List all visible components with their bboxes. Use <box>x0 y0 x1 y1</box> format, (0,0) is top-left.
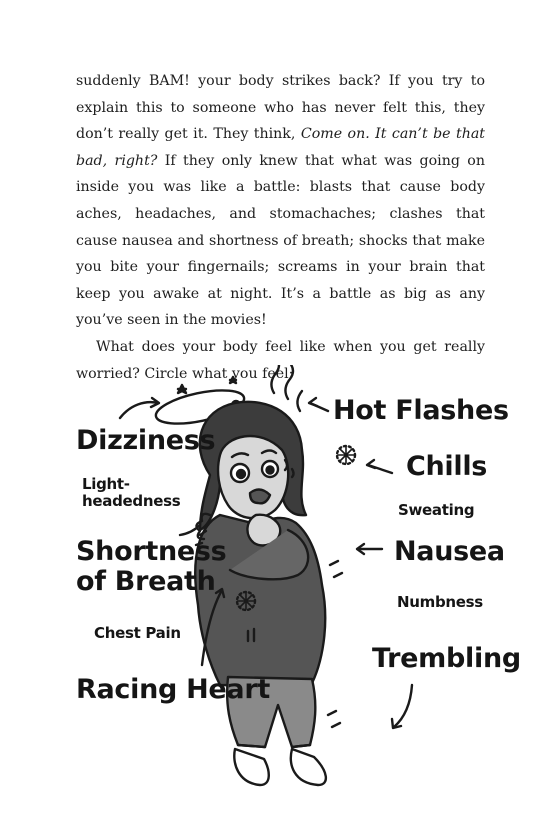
arrow-head <box>309 398 317 406</box>
snowflake-icon <box>237 592 255 610</box>
label-racing-heart[interactable]: Racing Heart <box>76 674 270 705</box>
paragraph-1-text-a: suddenly BAM! your body strikes back? If you try to explain this to someone who has never felt this, they don’t really get it. They think, <box>76 73 485 143</box>
shoe-right <box>291 749 326 785</box>
label-sweating[interactable]: Sweating <box>398 501 475 519</box>
label-dizziness[interactable]: Dizziness <box>76 425 216 456</box>
girl-face <box>218 436 288 518</box>
heat-line <box>271 365 279 393</box>
label-chest-pain[interactable]: Chest Pain <box>94 624 181 642</box>
paragraph-1-italic-thought: Come on. It can’t be that bad, right? <box>76 126 485 169</box>
paragraph-1-text-b: If they only knew that what was going on inside you was like a battle: blasts that cause body aches, headaches, and stomachaches; clashes that cause nausea and shortness of breath; shocks that make you bite your fingernails; screams in your brain that keep you awake at night. It’s a battle as big as any you’ve seen in the movies! <box>76 152 485 329</box>
arrow-shortness <box>180 525 200 535</box>
star-icon <box>230 377 236 383</box>
rolled-cuffs <box>238 745 310 747</box>
heat-line <box>297 391 302 411</box>
label-nausea[interactable]: Nausea <box>394 536 505 567</box>
label-numbness[interactable]: Numbness <box>397 593 483 611</box>
body-text <box>76 68 485 387</box>
label-trembling[interactable]: Trembling <box>372 643 521 674</box>
label-hot-flashes[interactable]: Hot Flashes <box>333 395 509 426</box>
label-shortness-of-breath[interactable]: Shortness of Breath <box>76 536 227 597</box>
label-chills[interactable]: Chills <box>406 451 488 482</box>
pupil-right <box>267 467 274 474</box>
arrow-head <box>367 460 375 468</box>
label-lightheadedness[interactable]: Light- headedness <box>82 475 181 510</box>
arrow-trembling <box>394 685 412 727</box>
snowflake-icon <box>337 446 355 464</box>
shoe-left <box>234 749 268 785</box>
pupil-left <box>237 470 245 478</box>
arrow-to-dizziness <box>120 402 158 418</box>
heat-line <box>285 365 293 399</box>
star-icon <box>178 385 186 393</box>
tremble-lines <box>328 561 342 727</box>
open-mouth <box>250 489 270 503</box>
paragraph-2: What does your body feel like when you get really worried? Circle what you feel: <box>76 338 485 382</box>
paragraph-1 <box>76 68 485 334</box>
